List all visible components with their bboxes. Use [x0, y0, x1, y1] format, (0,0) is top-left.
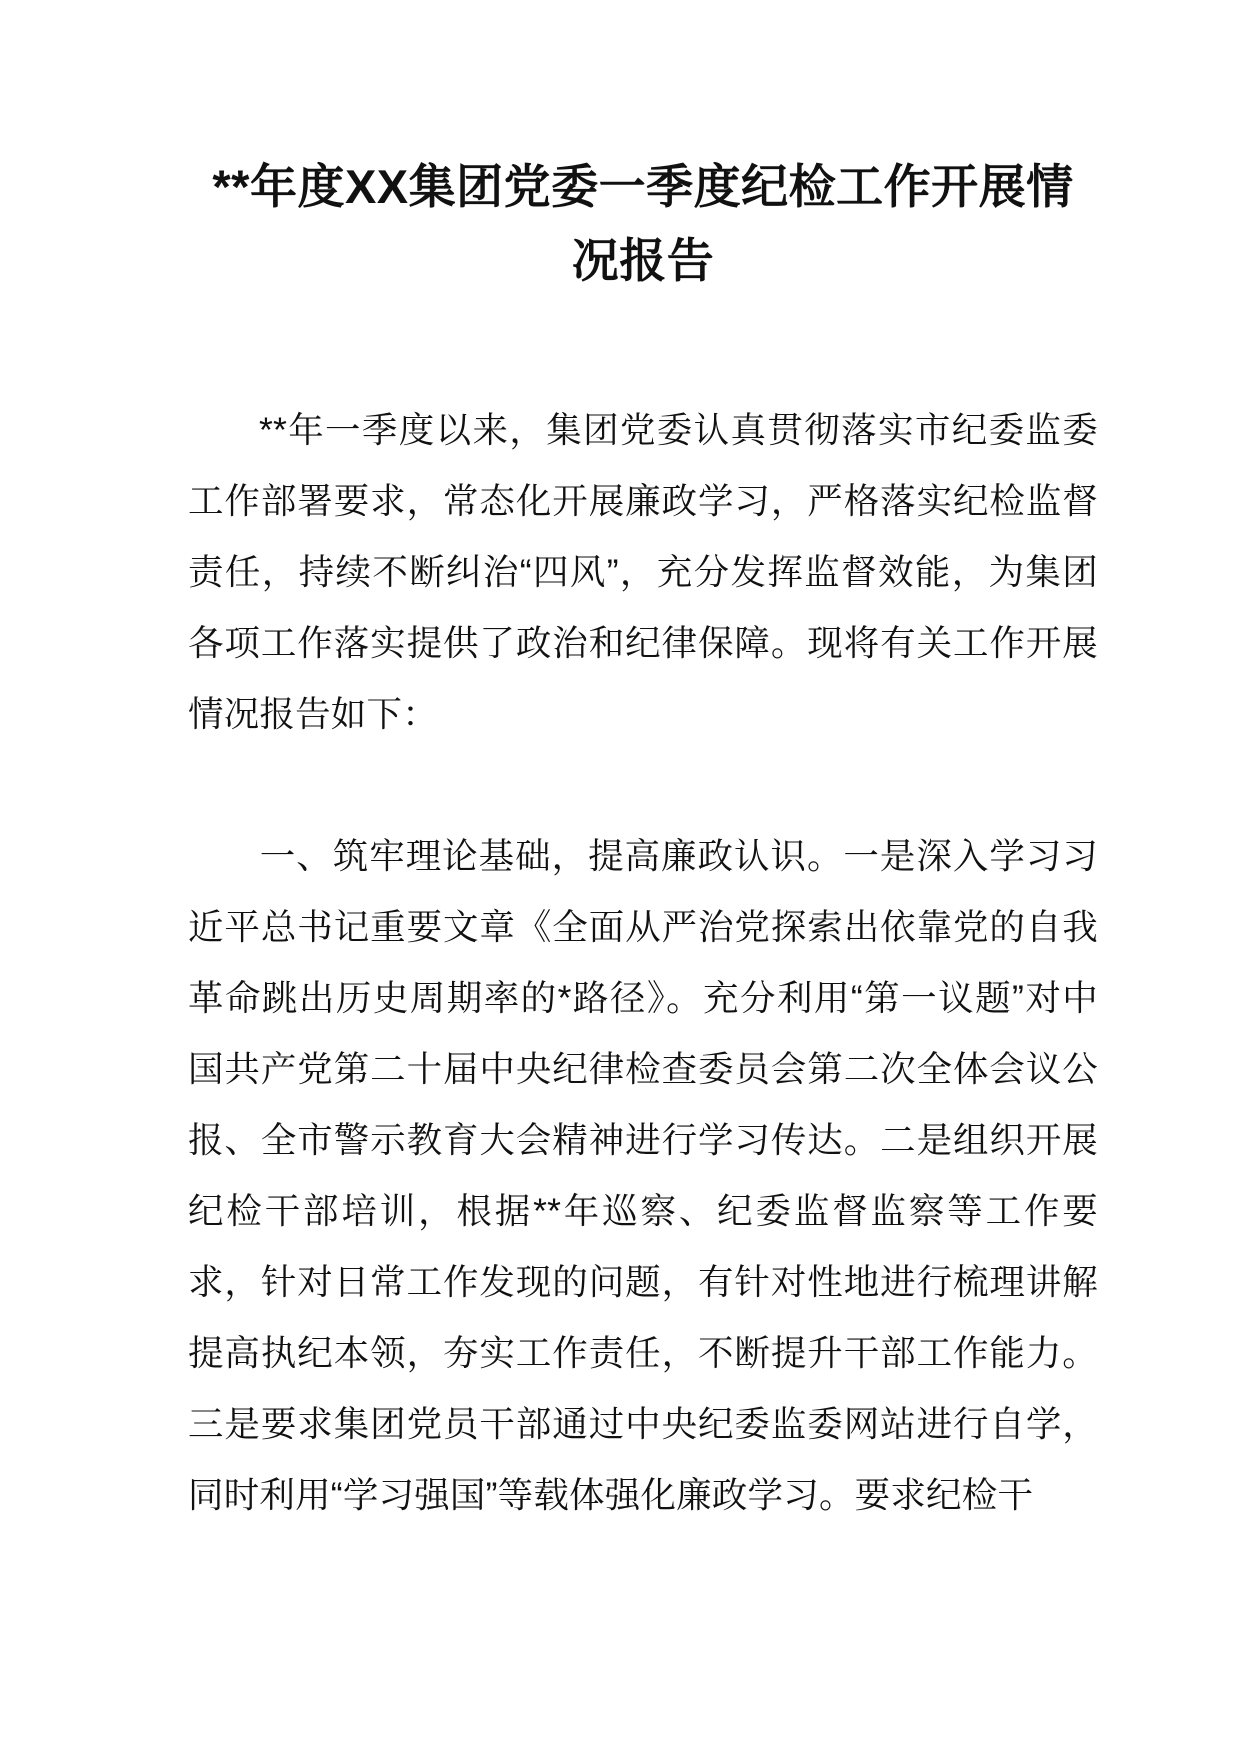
paragraph-text: 一、筑牢理论基础，提高廉政认识。一是深入学习习近平总书记重要文章《全面从严治党探索出依靠党的自我革命跳出历史周期率的*路径》。充分利用“第一议题”对中国共产党第二十届中央纪律检查委员会第二次全体会议公报、全市警示教育大会精神进行学习传达。二是组织开展纪检干部培训，根据**年巡察、纪委监督监察等工作要求，针对日常工作发现的问题，有针对性地进行梳理讲解提高执纪本领，夯实工作责任，不断提升干部工作能力。三是要求集团党员干部通过中央纪委监委网站进行自学，同时利用“学习强国”等载体强化廉政学习。要求纪检干 [188, 835, 1098, 1515]
document-body [188, 395, 1098, 1531]
title-body-spacer [188, 299, 1098, 395]
page-title-line-2: 况报告 [571, 234, 715, 288]
page-title [188, 150, 1098, 299]
page-title-line-1: **年度XX集团党委一季度纪检工作开展情 [212, 160, 1074, 213]
paragraph-intro [188, 395, 1098, 750]
paragraph-section-one [188, 821, 1098, 1531]
paragraph-text: **年一季度以来，集团党委认真贯彻落实市纪委监委工作部署要求，常态化开展廉政学习，严格落实纪检监督责任，持续不断纠治“四风”，充分发挥监督效能，为集团各项工作落实提供了政治和纪律保障。现将有关工作开展情况报告如下： [188, 409, 1098, 734]
